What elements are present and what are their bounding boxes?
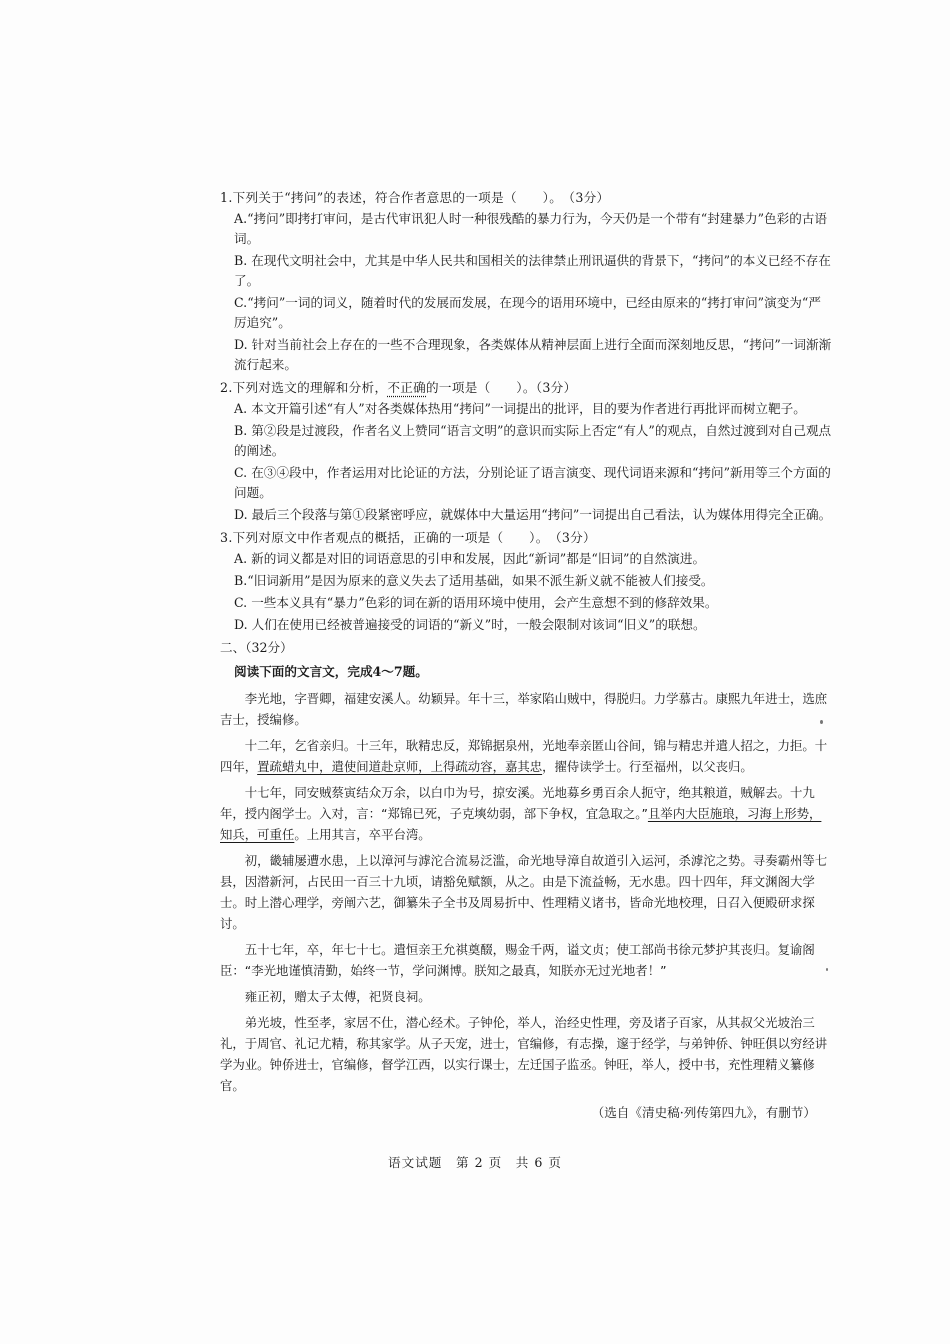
question-3-option-c: C. 一些本义具有“暴力”色彩的词在新的语用环境中使用，会产生意想不到的修辞效果。 <box>234 595 718 610</box>
question-1-stem: 1.下列关于“拷问”的表述，符合作者意思的一项是（ ）。 （3分） <box>220 190 610 205</box>
question-3-option-a: A. 新的词义都是对旧的词语意思的引申和发展，因此“新词”都是“旧词”的自然演进。 <box>234 551 706 566</box>
passage-paragraph-2 <box>220 735 832 777</box>
question-1-option-c: C.“拷问”一词的词义，随着时代的发展而发展，在现今的语用环境中，已经由原来的“拷打审问”演变为“严厉追究”。 <box>234 295 821 330</box>
question-2-option-b: B. 第②段是过渡段，作者名义上赞同“语言文明”的意识而实际上否定“有人”的观点，自然过渡到对自己观点的阐述。 <box>234 423 832 458</box>
passage-paragraph-2-part-b: ，擢侍读学士。行至福州，以父丧归。 <box>542 759 753 774</box>
question-1-option-d: D. 针对当前社会上存在的一些不合理现象，各类媒体从精神层面上进行全面而深刻地反思，“拷问”一词渐渐流行起来。 <box>234 337 832 372</box>
question-1-option-a: A.“拷问”即拷打审问，是古代审讯犯人时一种很残酷的暴力行为，今天仍是一个带有“封建暴力”色彩的古语词。 <box>234 211 827 246</box>
page-content <box>220 188 832 1101</box>
section-2-intro: 阅读下面的文言文，完成4～7题。 <box>234 664 428 679</box>
question-2-stem-emphasis: 不正确 <box>387 380 427 395</box>
passage-paragraph-5: 五十七年，卒，年七十七。遣恒亲王允祺奠醊，赐金千两，谥文贞；使工部尚书徐元梦护其丧归。复谕阁臣：“李光地谨慎清勤，始终一节，学问渊博。朕知之最真，知朕亦无过光地者！” <box>220 942 815 978</box>
passage-paragraph-2-underlined: 置疏蜡丸中，遣使间道赴京师，上得疏动容，嘉其忠 <box>257 759 543 774</box>
passage-paragraph-3-part-b: 。上用其言，卒平台湾。 <box>294 827 431 842</box>
question-2-option-c: C. 在③④段中，作者运用对比论证的方法，分别论证了语言演变、现代词语来源和“拷问”新用等三个方面的问题。 <box>234 465 831 500</box>
passage-paragraph-7: 弟光坡，性至孝，家居不仕，潜心经术。子钟伦，举人，治经史性理，旁及诸子百家，从其叔父光坡治三礼，于周官、礼记尤精，称其家学。从子天宠，进士，官编修，有志操，邃于经学，与弟钟侨、钟旺俱以穷经讲学为业。钟侨进士，官编修，督学江西，以实行课士，左迁国子监丞。钟旺，举人，授中书，充性理精义纂修官。 <box>220 1015 828 1093</box>
scan-speck <box>820 720 823 724</box>
passage-source: （选自《清史稿·列传第四九》，有删节） <box>591 1105 816 1120</box>
question-2 <box>220 378 832 525</box>
passage-paragraph-4: 初，畿辅屡遭水患，上以漳河与滹沱合流易泛滥，命光地导漳自故道引入运河，杀滹沱之势。寻奏霸州等七县，因潜新河，占民田一百三十九顷，请豁免赋额，从之。由是下流益畅，无水患。四十四年，拜文渊阁大学士。时上潜心理学，旁阐六艺，御纂朱子全书及周易折中、性理精义诸书，皆命光地校理，日召入便殿研求探讨。 <box>220 853 828 931</box>
section-2-heading: 二、（32分） <box>220 640 293 655</box>
scan-speck <box>826 968 828 971</box>
question-1-option-b: B. 在现代文明社会中，尤其是中华人民共和国相关的法律禁止刑讯逼供的背景下，“拷问”的本义已经不存在了。 <box>234 253 831 288</box>
passage-paragraph-3-part-a: 十七年，同安贼蔡寅结众万余，以白巾为号，掠安溪。光地募乡勇百余人扼守，绝其粮道，贼解去。十九年，授内阁学士。入对，言：“郑锦已死，子克塽幼弱，部下争权，宜急取之。” <box>220 785 815 821</box>
passage-paragraph-6: 雍正初，赠太子太傅，祀贤良祠。 <box>244 989 431 1004</box>
question-3 <box>220 528 832 635</box>
question-2-stem-prefix: 2.下列对选文的理解和分析， <box>220 380 388 395</box>
question-2-option-a: A. 本文开篇引述“有人”对各类媒体热用“拷问”一词提出的批评，目的要为作者进行再批评而树立靶子。 <box>234 401 806 416</box>
question-2-stem-suffix: 的一项是（ ）。（3分） <box>426 380 577 395</box>
page-footer: 语文试题 第 2 页 共 6 页 <box>388 1155 562 1170</box>
passage-paragraph-2-part-a: 十二年，乞省亲归。十三年，耿精忠反，郑锦据泉州，光地奉亲匿山谷间，锦与精忠并遣人招之，力拒。十四年， <box>220 738 828 774</box>
passage-paragraph-3 <box>220 782 832 845</box>
question-2-stem <box>220 378 832 398</box>
passage-paragraph-1: 李光地，字晋卿，福建安溪人。幼颖异。年十三，举家陷山贼中，得脱归。力学慕古。康熙九年进士，选庶吉士，授编修。 <box>220 691 828 727</box>
question-1 <box>220 188 832 375</box>
question-3-stem: 3.下列对原文中作者观点的概括，正确的一项是（ ）。 （3分） <box>220 530 596 545</box>
question-3-option-d: D. 人们在使用已经被普遍接受的词语的“新义”时，一般会限制对该词“旧义”的联想。 <box>234 617 706 632</box>
passage-paragraph-3-underlined: 且举内大臣施琅，习海上形势，知兵，可重任 <box>220 806 822 842</box>
question-3-option-b: B.“旧词新用”是因为原来的意义失去了适用基础，如果不派生新义就不能被人们接受。 <box>234 573 714 588</box>
question-2-option-d: D. 最后三个段落与第①段紧密呼应，就媒体中大量运用“拷问”一词提出自己看法，认为媒体用得完全正确。 <box>234 507 832 522</box>
